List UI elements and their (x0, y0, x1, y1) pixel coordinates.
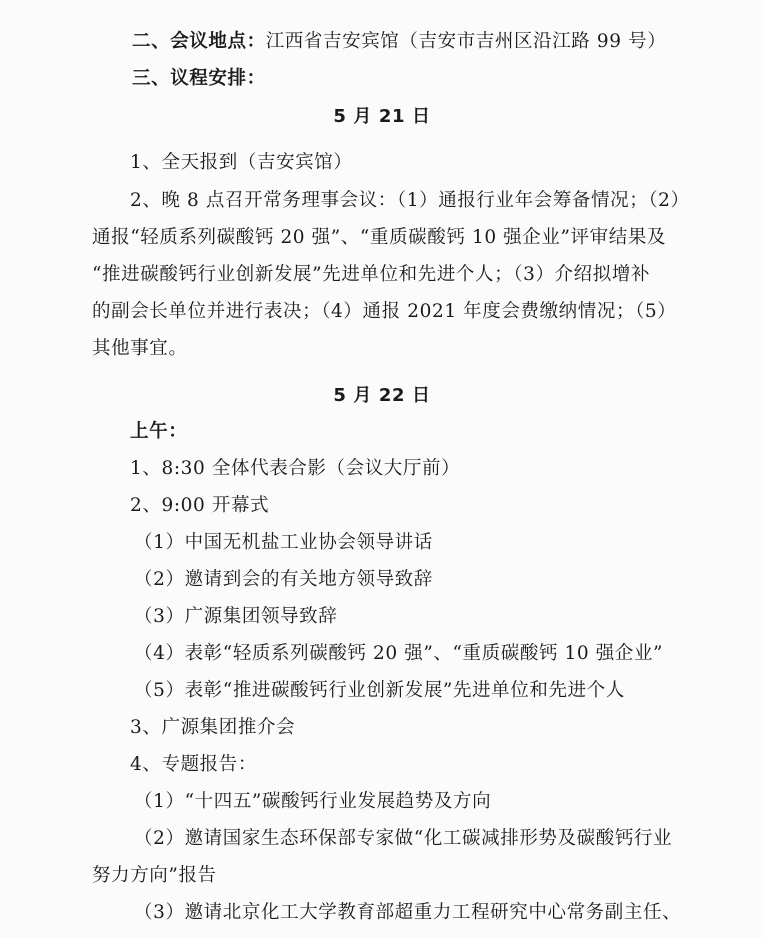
morning-label: 上午： (130, 421, 188, 442)
day2-subitem: （3）邀请北京化工大学教育部超重力工程研究中心常务副主任、 (134, 902, 682, 923)
date-heading-day2: 5 月 22 日 (333, 385, 431, 406)
meeting-location-line (132, 29, 666, 55)
date-heading-day1: 5 月 21 日 (333, 106, 431, 127)
day1-item: 的副会长单位并进行表决；（4）通报 2021 年度会费缴纳情况；（5） (92, 301, 677, 322)
day2-subitem: （1）“十四五”碳酸钙行业发展趋势及方向 (134, 791, 492, 812)
day2-item: 4、专题报告： (130, 754, 257, 775)
day2-item: 2、9:00 开幕式 (130, 495, 270, 516)
day2-subitem: （2）邀请国家生态环保部专家做“化工碳减排形势及碳酸钙行业 (134, 828, 673, 849)
day1-item: 通报“轻质系列碳酸钙 20 强”、“重质碳酸钙 10 强企业”评审结果及 (92, 227, 667, 248)
day2-subitem: （3）广源集团领导致辞 (134, 606, 338, 627)
day2-subitem: （4）表彰“轻质系列碳酸钙 20 强”、“重质碳酸钙 10 强企业” (134, 643, 664, 664)
day2-subitem: （1）中国无机盐工业协会领导讲话 (134, 532, 433, 553)
day2-item: 3、广源集团推介会 (130, 717, 296, 738)
day2-subitem: （2）邀请到会的有关地方领导致辞 (134, 569, 433, 590)
day1-item: 1、全天报到（吉安宾馆） (130, 152, 353, 173)
section-heading-agenda: 三、议程安排： (132, 68, 266, 89)
day1-item: 其他事宜。 (92, 338, 188, 359)
day2-subitem: （5）表彰“推进碳酸钙行业创新发展”先进单位和先进个人 (134, 680, 625, 701)
day1-item: 2、晚 8 点召开常务理事会议：（1）通报行业年会筹备情况；（2） (130, 190, 690, 211)
day1-item: “推进碳酸钙行业创新发展”先进单位和先进个人；（3）介绍拟增补 (92, 264, 651, 285)
day2-subitem: 努力方向”报告 (92, 865, 217, 886)
meeting-location-text: 江西省吉安宾馆（吉安市吉州区沿江路 99 号） (265, 31, 667, 52)
day2-item: 1、8:30 全体代表合影（会议大厅前） (130, 458, 461, 479)
section-heading-location: 二、会议地点： (132, 31, 266, 52)
